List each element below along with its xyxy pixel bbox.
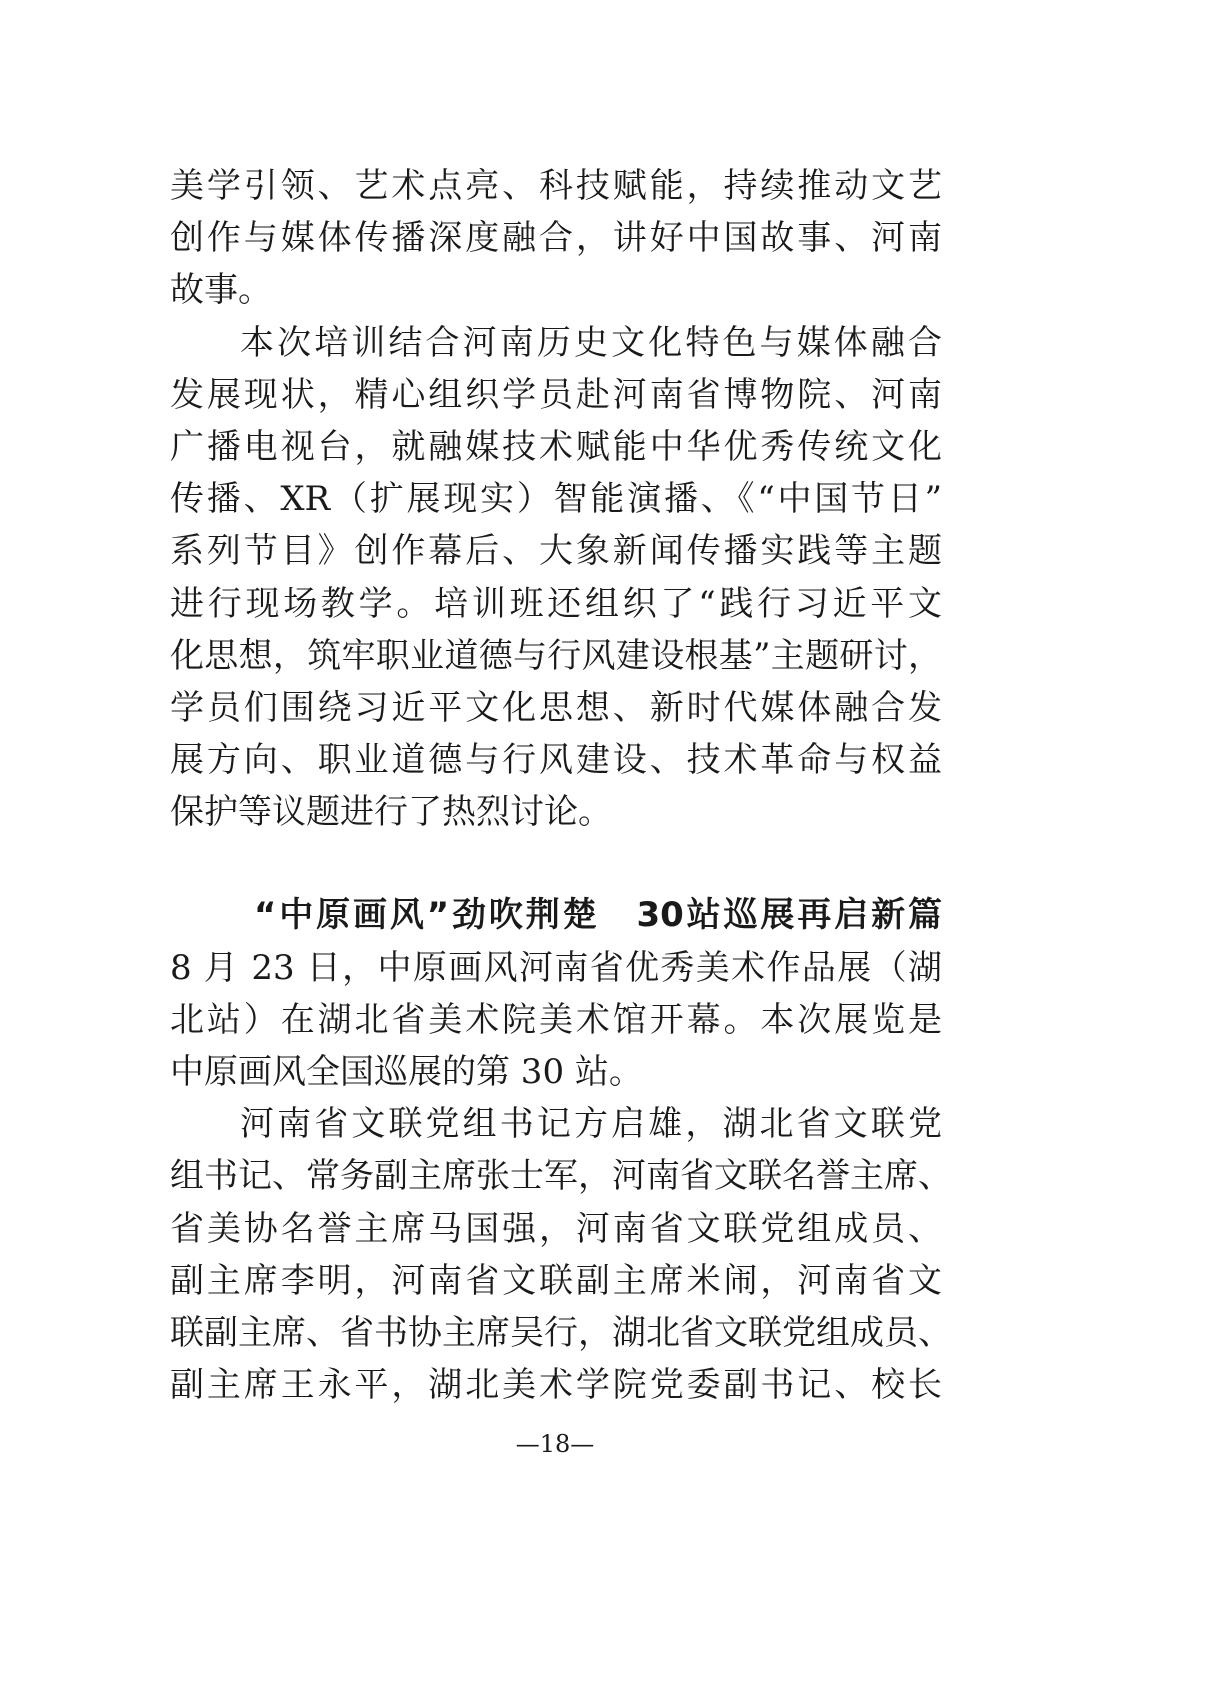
text-line: 故事。 [170,270,272,311]
page-number: —18— [515,1430,595,1458]
text-line: 省美协名誉主席马国强，河南省文联党组成员、 [170,1208,942,1249]
document-body [170,160,952,1411]
text-line: 中原画风全国巡展的第 30 站。 [170,1052,643,1092]
text-line: 保护等议题进行了热烈讨论。 [170,792,612,833]
text-line: 发展现状，精心组织学员赴河南省博物院、河南 [170,374,942,415]
text-line: 河南省文联党组书记方启雄，湖北省文联党 [240,1104,942,1145]
text-line: 传播、XR（扩展现实）智能演播、《“中国节日” [170,479,942,520]
article-heading: “中原画风”劲吹荆楚 30站巡展再启新篇 [254,895,942,936]
text-line: 8 月 23 日，中原画风河南省优秀美术作品展（湖 [170,947,942,988]
text-line: 联副主席、省书协主席吴行，湖北省文联党组成员、 [170,1312,952,1353]
text-line: 创作与媒体传播深度融合，讲好中国故事、河南 [170,218,942,259]
text-line: 系列节目》创作幕后、大象新闻传播实践等主题 [170,531,942,572]
text-line: 学员们围绕习近平文化思想、新时代媒体融合发 [170,687,942,728]
text-line: 化思想，筑牢职业道德与行风建设根基”主题研讨， [170,635,942,676]
text-line: 副主席李明，河南省文联副主席米闹，河南省文 [170,1260,942,1301]
text-line: 本次培训结合河南历史文化特色与媒体融合 [240,322,942,363]
paragraph [170,317,942,839]
paragraph [170,1098,952,1411]
paragraph [170,942,942,1099]
text-line: 副主席王永平，湖北美术学院党委副书记、校长 [170,1365,942,1406]
text-line: 美学引领、艺术点亮、科技赋能，持续推动文艺 [170,166,942,206]
text-line: 展方向、职业道德与行风建设、技术革命与权益 [170,740,942,781]
text-line: 北站）在湖北省美术院美术馆开幕。本次展览是 [170,999,942,1040]
paragraph [170,160,942,317]
text-line: 广播电视台，就融媒技术赋能中华优秀传统文化 [170,426,942,467]
text-line: 组书记、常务副主席张士军，河南省文联名誉主席、 [170,1156,952,1197]
text-line: 进行现场教学。培训班还组织了“践行习近平文 [170,583,942,624]
